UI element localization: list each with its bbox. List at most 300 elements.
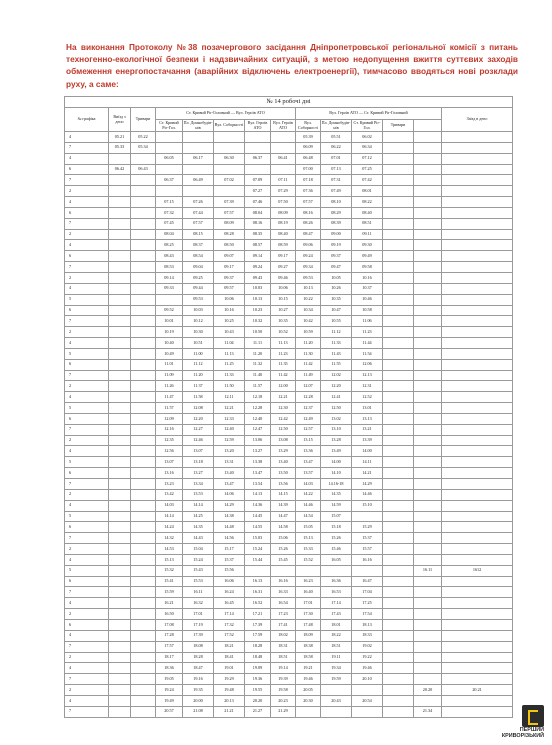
table-cell bbox=[442, 392, 513, 403]
table-cell: 15.10 bbox=[352, 500, 383, 511]
table-cell: 12.20 bbox=[183, 413, 214, 424]
table-cell: 12.37 bbox=[296, 403, 321, 414]
table-cell: 05.34 bbox=[131, 142, 156, 153]
table-cell bbox=[131, 413, 156, 424]
table-cell: 19.46 bbox=[296, 674, 321, 685]
table-cell: 19.35 bbox=[183, 685, 214, 696]
table-cell: 11.32 bbox=[245, 359, 271, 370]
table-cell bbox=[414, 370, 442, 381]
table-cell bbox=[109, 175, 131, 186]
table-cell bbox=[109, 489, 131, 500]
table-cell: 17.21 bbox=[245, 609, 271, 620]
table-cell: 4 bbox=[65, 554, 109, 565]
table-row bbox=[65, 338, 513, 349]
table-cell: 15.26 bbox=[321, 533, 352, 544]
table-cell: 15.52 bbox=[296, 554, 321, 565]
table-cell: 7 bbox=[65, 424, 109, 435]
table-cell bbox=[414, 316, 442, 327]
site-logo bbox=[490, 705, 544, 739]
table-cell: 7 bbox=[65, 175, 109, 186]
table-cell bbox=[414, 164, 442, 175]
table-cell bbox=[383, 457, 414, 468]
table-cell: 11.13 bbox=[214, 348, 245, 359]
table-cell: 09.27 bbox=[271, 262, 296, 273]
table-cell bbox=[131, 348, 156, 359]
table-cell: 4 bbox=[65, 132, 109, 143]
table-cell: 10.46 bbox=[352, 294, 383, 305]
table-cell: 06.30 bbox=[214, 153, 245, 164]
table-title: № 14 робочі дні bbox=[65, 97, 513, 108]
table-cell: 09.11 bbox=[352, 229, 383, 240]
table-cell: 5 bbox=[65, 348, 109, 359]
table-cell bbox=[414, 522, 442, 533]
table-cell: 08.16 bbox=[296, 207, 321, 218]
table-cell bbox=[414, 197, 442, 208]
table-cell: 09.07 bbox=[214, 251, 245, 262]
table-cell bbox=[383, 630, 414, 641]
table-cell bbox=[245, 142, 271, 153]
table-cell: 07.15 bbox=[156, 197, 183, 208]
table-cell: 08.04 bbox=[245, 207, 271, 218]
table-cell: 19.14 bbox=[271, 663, 296, 674]
table-cell bbox=[414, 305, 442, 316]
table-cell: 06.48 bbox=[296, 153, 321, 164]
table-cell bbox=[131, 500, 156, 511]
table-row bbox=[65, 283, 513, 294]
table-cell: 13.42 bbox=[156, 489, 183, 500]
table-cell: 16.53 bbox=[321, 587, 352, 598]
table-cell: 15.26 bbox=[271, 544, 296, 555]
table-row bbox=[65, 240, 513, 251]
table-cell: 17.30 bbox=[296, 609, 321, 620]
table-cell bbox=[442, 207, 513, 218]
table-cell: 12.18 bbox=[245, 392, 271, 403]
table-cell: 07.18 bbox=[296, 175, 321, 186]
table-row bbox=[65, 489, 513, 500]
table-cell: 09.34 bbox=[296, 262, 321, 273]
table-cell: 09.43 bbox=[245, 272, 271, 283]
table-cell bbox=[442, 652, 513, 663]
table-cell bbox=[414, 413, 442, 424]
table-cell: 10.26 bbox=[321, 283, 352, 294]
sub-header: Вул. Соборності bbox=[214, 120, 245, 132]
table-cell: 13.47 bbox=[214, 479, 245, 490]
table-cell: 16.50 bbox=[156, 609, 183, 620]
table-cell bbox=[414, 619, 442, 630]
table-cell: 09.04 bbox=[183, 262, 214, 273]
table-cell bbox=[109, 533, 131, 544]
table-cell: 15.46 bbox=[321, 544, 352, 555]
table-cell: 18.51 bbox=[321, 641, 352, 652]
table-cell: 11.40 bbox=[245, 370, 271, 381]
table-cell bbox=[109, 424, 131, 435]
table-cell: 17.48 bbox=[296, 619, 321, 630]
table-cell: 6 bbox=[65, 359, 109, 370]
table-cell bbox=[383, 641, 414, 652]
table-cell: 07.09 bbox=[245, 175, 271, 186]
table-cell: 12.13 bbox=[352, 370, 383, 381]
table-cell bbox=[383, 272, 414, 283]
table-row bbox=[65, 565, 513, 576]
table-cell bbox=[414, 500, 442, 511]
table-row bbox=[65, 511, 513, 522]
table-cell: 11.35 bbox=[271, 359, 296, 370]
table-cell: 16.36 bbox=[321, 576, 352, 587]
table-cell bbox=[442, 218, 513, 229]
table-cell: 13.36 bbox=[296, 446, 321, 457]
table-cell bbox=[131, 663, 156, 674]
table-cell bbox=[383, 500, 414, 511]
table-cell bbox=[131, 468, 156, 479]
table-cell: 4 bbox=[65, 663, 109, 674]
schedule-table bbox=[64, 96, 513, 718]
table-cell: 07.36 bbox=[296, 186, 321, 197]
table-cell: 16.06 bbox=[214, 576, 245, 587]
table-cell: 12.09 bbox=[156, 413, 183, 424]
table-cell: 07.31 bbox=[321, 175, 352, 186]
table-row bbox=[65, 695, 513, 706]
table-row bbox=[65, 663, 513, 674]
table-cell bbox=[109, 641, 131, 652]
table-cell: 12.40 bbox=[245, 413, 271, 424]
table-cell: 13.29 bbox=[271, 446, 296, 457]
table-cell bbox=[131, 175, 156, 186]
table-cell: 11.44 bbox=[352, 338, 383, 349]
table-cell bbox=[109, 272, 131, 283]
table-cell: 09.44 bbox=[183, 283, 214, 294]
table-cell: 17.04 bbox=[352, 587, 383, 598]
table-cell bbox=[109, 413, 131, 424]
table-cell bbox=[383, 413, 414, 424]
table-row bbox=[65, 652, 513, 663]
table-cell: 08.47 bbox=[296, 229, 321, 240]
table-cell: 2 bbox=[65, 186, 109, 197]
table-cell bbox=[131, 554, 156, 565]
table-cell bbox=[109, 565, 131, 576]
table-cell: 07.00 bbox=[296, 164, 321, 175]
table-cell: 14.56 bbox=[214, 533, 245, 544]
table-cell bbox=[109, 511, 131, 522]
table-cell: 12.20 bbox=[321, 381, 352, 392]
table-cell bbox=[414, 435, 442, 446]
table-cell bbox=[131, 381, 156, 392]
table-cell bbox=[109, 392, 131, 403]
table-cell: 13.07 bbox=[183, 446, 214, 457]
table-cell: 18.09 bbox=[296, 630, 321, 641]
table-cell: 14.00 bbox=[352, 446, 383, 457]
table-cell bbox=[109, 197, 131, 208]
table-cell: 12.00 bbox=[271, 381, 296, 392]
table-cell: 4 bbox=[65, 446, 109, 457]
table-cell: 11.23 bbox=[352, 327, 383, 338]
table-cell bbox=[442, 598, 513, 609]
table-cell bbox=[442, 489, 513, 500]
table-cell bbox=[131, 576, 156, 587]
table-row bbox=[65, 392, 513, 403]
table-cell bbox=[109, 522, 131, 533]
table-cell: 12.28 bbox=[245, 403, 271, 414]
table-cell: 12.11 bbox=[214, 392, 245, 403]
table-cell bbox=[414, 544, 442, 555]
table-cell: 16.16 bbox=[352, 554, 383, 565]
table-cell: 12.28 bbox=[296, 392, 321, 403]
group-forward-header: Ст. Кривий Ріг-Головний — Вул. Героїв АТО bbox=[156, 108, 296, 120]
table-cell: 07.49 bbox=[321, 186, 352, 197]
table-cell: 20.30 bbox=[296, 695, 321, 706]
table-cell: 13.20 bbox=[214, 446, 245, 457]
table-cell bbox=[131, 186, 156, 197]
table-cell bbox=[414, 587, 442, 598]
table-cell: 05.51 bbox=[321, 132, 352, 143]
table-cell bbox=[383, 468, 414, 479]
table-cell: 18.58 bbox=[296, 652, 321, 663]
table-cell: 12.49 bbox=[296, 413, 321, 424]
table-cell: 15.41 bbox=[156, 576, 183, 587]
table-cell: 13.10 bbox=[321, 424, 352, 435]
table-cell: 07.12 bbox=[352, 153, 383, 164]
table-cell: 7 bbox=[65, 674, 109, 685]
table-cell bbox=[131, 153, 156, 164]
table-cell: 12.27 bbox=[183, 424, 214, 435]
table-cell bbox=[383, 619, 414, 630]
table-cell bbox=[442, 641, 513, 652]
table-cell: 20.00 bbox=[183, 695, 214, 706]
table-row bbox=[65, 251, 513, 262]
table-cell: 14.06 bbox=[214, 489, 245, 500]
group-back-header: Вул. Героїв АТО — Ст. Кривий Ріг-Головний bbox=[296, 108, 442, 120]
table-cell bbox=[442, 544, 513, 555]
table-cell bbox=[442, 175, 513, 186]
table-cell: 11.43 bbox=[321, 348, 352, 359]
table-cell: 15.29 bbox=[352, 522, 383, 533]
table-cell: 14.47 bbox=[271, 511, 296, 522]
table-cell: 06.02 bbox=[352, 132, 383, 143]
table-cell: 08.59 bbox=[271, 240, 296, 251]
table-cell: 6 bbox=[65, 522, 109, 533]
table-cell: 13.34 bbox=[183, 479, 214, 490]
table-cell bbox=[321, 565, 352, 576]
table-cell: 13.50 bbox=[271, 468, 296, 479]
table-cell: 6 bbox=[65, 619, 109, 630]
table-cell bbox=[156, 186, 183, 197]
table-cell: 18.08 bbox=[183, 641, 214, 652]
table-cell: 14.03 bbox=[156, 500, 183, 511]
table-cell bbox=[383, 153, 414, 164]
table-cell: 09.00 bbox=[321, 229, 352, 240]
table-cell bbox=[442, 630, 513, 641]
table-cell: 09.25 bbox=[183, 272, 214, 283]
table-cell: 4 bbox=[65, 392, 109, 403]
table-cell bbox=[383, 370, 414, 381]
table-row bbox=[65, 685, 513, 696]
table-cell: 17.39 bbox=[245, 619, 271, 630]
table-row bbox=[65, 468, 513, 479]
table-cell: 20.23 bbox=[271, 695, 296, 706]
table-cell: 18.28 bbox=[245, 641, 271, 652]
table-cell bbox=[245, 132, 271, 143]
table-cell bbox=[414, 175, 442, 186]
table-cell: 4 bbox=[65, 197, 109, 208]
table-cell bbox=[131, 652, 156, 663]
table-cell bbox=[271, 132, 296, 143]
table-cell: 19.59 bbox=[321, 674, 352, 685]
table-cell: 16.21 bbox=[156, 598, 183, 609]
table-row bbox=[65, 218, 513, 229]
table-cell: 20.20 bbox=[414, 685, 442, 696]
table-cell bbox=[383, 663, 414, 674]
table-cell: 5 bbox=[65, 565, 109, 576]
table-cell bbox=[442, 457, 513, 468]
table-cell: 13.47 bbox=[245, 468, 271, 479]
table-cell: 14.54 bbox=[296, 511, 321, 522]
table-cell: 6 bbox=[65, 207, 109, 218]
table-cell: 08.50 bbox=[214, 240, 245, 251]
table-cell bbox=[383, 229, 414, 240]
table-cell: 08.09 bbox=[271, 207, 296, 218]
table-cell bbox=[383, 479, 414, 490]
table-cell: 09.53 bbox=[183, 294, 214, 305]
table-cell bbox=[352, 511, 383, 522]
table-cell: 06.17 bbox=[183, 153, 214, 164]
table-cell: 08.25 bbox=[156, 240, 183, 251]
table-cell: 06.09 bbox=[296, 142, 321, 153]
table-cell: 20.57 bbox=[156, 706, 183, 717]
table-cell: 11.55 bbox=[321, 359, 352, 370]
sub-header: Ст. Кривий Ріг-Гол. bbox=[156, 120, 183, 132]
table-cell: 17.43 bbox=[321, 609, 352, 620]
table-cell: 08.04 bbox=[156, 229, 183, 240]
table-cell: 12.50 bbox=[321, 403, 352, 414]
table-cell bbox=[442, 338, 513, 349]
table-cell: 12.46 bbox=[183, 435, 214, 446]
sub-header: Пл. Домнобудів-нів bbox=[183, 119, 213, 130]
table-cell: 18.21 bbox=[214, 641, 245, 652]
table-cell: 20.43 bbox=[321, 695, 352, 706]
table-cell bbox=[414, 348, 442, 359]
table-cell: 11.33 bbox=[214, 370, 245, 381]
table-cell: 17.01 bbox=[183, 609, 214, 620]
table-cell bbox=[131, 479, 156, 490]
table-cell: 14.45 bbox=[245, 511, 271, 522]
table-cell: 08.29 bbox=[321, 207, 352, 218]
table-cell: 10.15 bbox=[271, 294, 296, 305]
table-cell: 15.44 bbox=[245, 554, 271, 565]
table-cell: 13.02 bbox=[321, 413, 352, 424]
table-cell: 12.41 bbox=[321, 392, 352, 403]
table-cell: 07.01 bbox=[321, 153, 352, 164]
table-row bbox=[65, 522, 513, 533]
table-cell: 11.13 bbox=[271, 338, 296, 349]
table-cell: 13.23 bbox=[156, 479, 183, 490]
table-cell: 17.14 bbox=[321, 598, 352, 609]
table-cell: 10.19 bbox=[156, 327, 183, 338]
table-cell: 7 bbox=[65, 370, 109, 381]
table-cell: 08.37 bbox=[183, 240, 214, 251]
table-cell: 14.39 bbox=[271, 500, 296, 511]
table-cell: 16.40 bbox=[296, 587, 321, 598]
table-cell bbox=[131, 609, 156, 620]
table-cell: 20.20 bbox=[245, 695, 271, 706]
table-cell bbox=[109, 695, 131, 706]
table-cell: 15.56 bbox=[214, 565, 245, 576]
table-cell: 14.46 bbox=[352, 489, 383, 500]
table-cell: 5 bbox=[65, 511, 109, 522]
table-cell bbox=[109, 251, 131, 262]
table-cell bbox=[442, 663, 513, 674]
table-cell: 18.33 bbox=[352, 630, 383, 641]
table-cell: 2 bbox=[65, 435, 109, 446]
table-cell: 18.31 bbox=[271, 641, 296, 652]
table-cell bbox=[131, 587, 156, 598]
table-cell bbox=[352, 706, 383, 717]
table-cell: 10.22 bbox=[296, 294, 321, 305]
table-cell: 18.36 bbox=[156, 663, 183, 674]
table-cell: 13.28 bbox=[321, 435, 352, 446]
table-cell bbox=[383, 327, 414, 338]
table-cell: 16.13 bbox=[245, 576, 271, 587]
table-cell: 07.13 bbox=[321, 164, 352, 175]
table-cell: 21.34 bbox=[414, 706, 442, 717]
table-cell: 13.27 bbox=[245, 446, 271, 457]
table-row bbox=[65, 381, 513, 392]
table-cell bbox=[109, 674, 131, 685]
table-cell bbox=[442, 479, 513, 490]
table-cell: 12.21 bbox=[214, 403, 245, 414]
table-cell bbox=[414, 457, 442, 468]
table-cell: 15.17 bbox=[214, 544, 245, 555]
table-cell: 10.06 bbox=[271, 283, 296, 294]
table-cell bbox=[131, 294, 156, 305]
table-cell: 11.57 bbox=[156, 403, 183, 414]
table-cell: 06.37 bbox=[156, 175, 183, 186]
table-cell: 09.37 bbox=[214, 272, 245, 283]
table-cell: 19.16 bbox=[183, 674, 214, 685]
table-cell bbox=[131, 598, 156, 609]
table-row bbox=[65, 294, 513, 305]
table-cell bbox=[131, 240, 156, 251]
table-cell: 13.01 bbox=[352, 403, 383, 414]
table-cell: 18.48 bbox=[245, 652, 271, 663]
table-cell: 19.49 bbox=[156, 695, 183, 706]
table-cell: 7 bbox=[65, 587, 109, 598]
table-cell: 08.40 bbox=[271, 229, 296, 240]
table-cell bbox=[442, 533, 513, 544]
table-cell: 15.33 bbox=[296, 544, 321, 555]
table-row bbox=[65, 229, 513, 240]
table-cell: 20.10 bbox=[352, 674, 383, 685]
table-cell: 15.45 bbox=[271, 554, 296, 565]
sub-header: Пл. Домнобудів-нів bbox=[321, 119, 351, 130]
table-cell: 19.22 bbox=[352, 652, 383, 663]
table-cell: 14.53 bbox=[156, 544, 183, 555]
table-cell: 09.17 bbox=[271, 251, 296, 262]
table-cell bbox=[383, 283, 414, 294]
table-cell bbox=[383, 338, 414, 349]
table-cell bbox=[414, 262, 442, 273]
table-cell: 14.35 bbox=[183, 522, 214, 533]
table-cell: 4 bbox=[65, 153, 109, 164]
table-cell: 19.11 bbox=[321, 652, 352, 663]
table-cell: 18.01 bbox=[321, 619, 352, 630]
table-cell: 09.37 bbox=[321, 251, 352, 262]
table-cell: 07.26 bbox=[183, 197, 214, 208]
table-cell: 10.23 bbox=[245, 305, 271, 316]
table-cell: 17.54 bbox=[352, 609, 383, 620]
table-row bbox=[65, 403, 513, 414]
table-cell bbox=[109, 446, 131, 457]
table-cell: 15.37 bbox=[352, 533, 383, 544]
table-cell: 10.52 bbox=[271, 327, 296, 338]
